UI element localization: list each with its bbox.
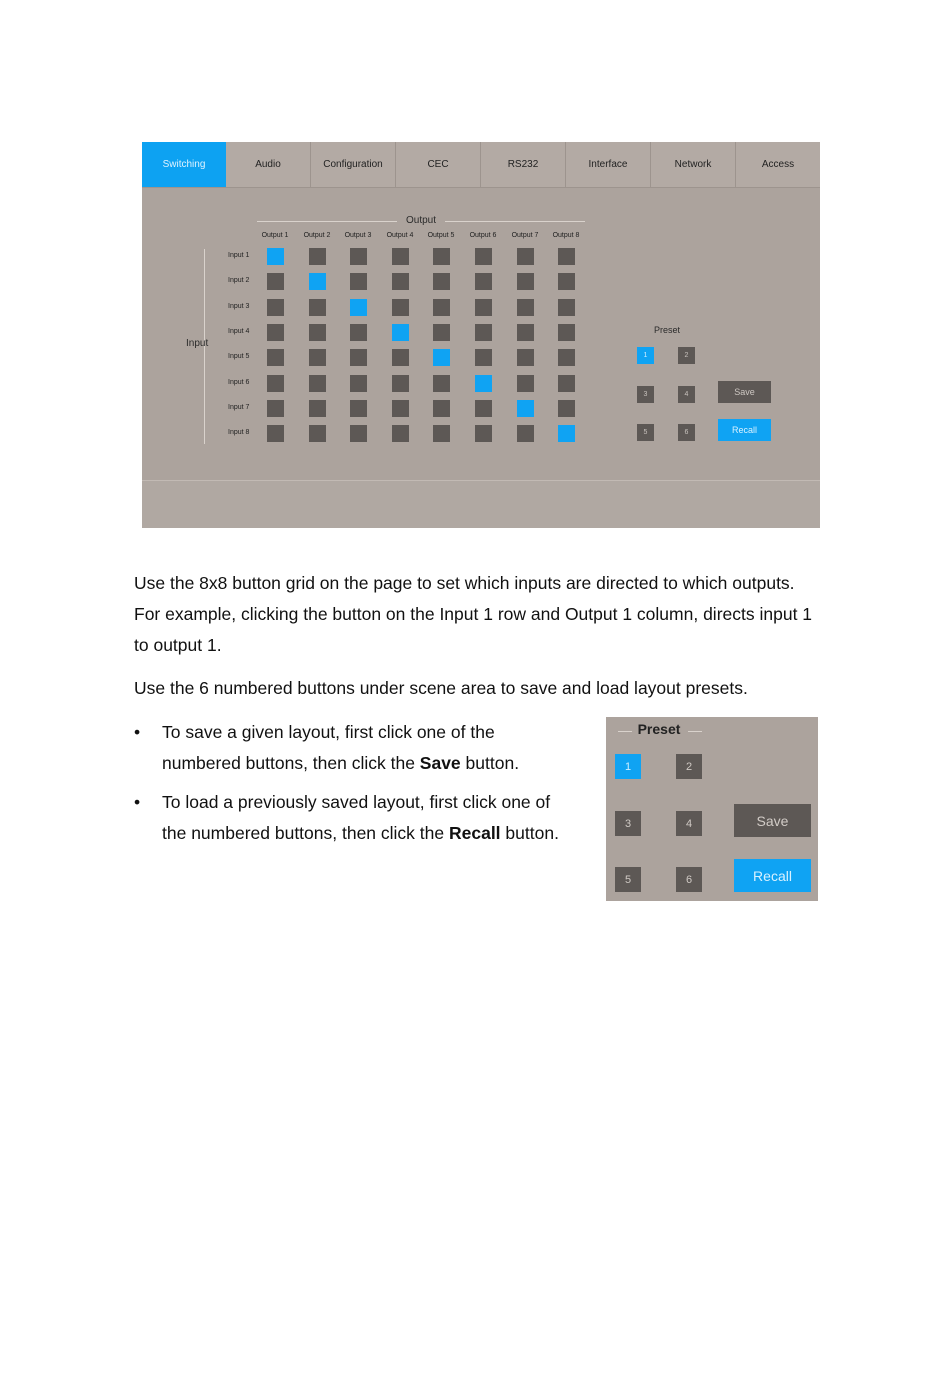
matrix-cell-in1-out3[interactable] (350, 248, 367, 265)
matrix-cell-in2-out3[interactable] (350, 273, 367, 290)
preset-button-1[interactable]: 1 (637, 347, 654, 364)
bullet-marker: • (134, 792, 141, 812)
matrix-cell-in6-out8[interactable] (558, 375, 575, 392)
output-label: Output 6 (469, 232, 497, 239)
matrix-cell-in8-out1[interactable] (267, 425, 284, 442)
matrix-cell-in6-out3[interactable] (350, 375, 367, 392)
recall-button[interactable]: Recall (718, 419, 771, 441)
tab-access[interactable]: Access (761, 159, 795, 170)
output-label: Output 5 (427, 232, 455, 239)
input-label: Input 1 (228, 252, 250, 259)
paragraph-line: Use the 8x8 button grid on the page to set which inputs are directed to which outputs. (134, 573, 795, 593)
matrix-cell-in4-out6[interactable] (475, 324, 492, 341)
preset-zoom-title: Preset (637, 721, 681, 737)
matrix-cell-in1-out4[interactable] (392, 248, 409, 265)
preset-button-5[interactable]: 5 (637, 424, 654, 441)
matrix-cell-in8-out7[interactable] (517, 425, 534, 442)
bullet-marker: • (134, 722, 141, 742)
matrix-cell-in1-out7[interactable] (517, 248, 534, 265)
matrix-cell-in1-out1[interactable] (267, 248, 284, 265)
matrix-cell-in6-out2[interactable] (309, 375, 326, 392)
matrix-cell-in5-out4[interactable] (392, 349, 409, 366)
matrix-cell-in8-out8[interactable] (558, 425, 575, 442)
matrix-cell-in3-out1[interactable] (267, 299, 284, 316)
bullet-line (162, 818, 592, 849)
matrix-cell-in3-out4[interactable] (392, 299, 409, 316)
paragraph-line: to output 1. (134, 635, 222, 655)
matrix-cell-in4-out7[interactable] (517, 324, 534, 341)
matrix-cell-in2-out2[interactable] (309, 273, 326, 290)
output-label: Output 8 (552, 232, 580, 239)
input-label: Input 7 (228, 404, 250, 411)
bullet-bold-save: Save (419, 753, 461, 773)
matrix-cell-in6-out6[interactable] (475, 375, 492, 392)
matrix-cell-in7-out7[interactable] (517, 400, 534, 417)
input-label: Input 3 (228, 303, 250, 310)
preset-zoom-header (606, 721, 712, 737)
matrix-cell-in1-out5[interactable] (433, 248, 450, 265)
matrix-cell-in3-out8[interactable] (558, 299, 575, 316)
matrix-cell-in5-out6[interactable] (475, 349, 492, 366)
matrix-cell-in8-out3[interactable] (350, 425, 367, 442)
switching-ui-screenshot (142, 142, 820, 527)
tab-bar (142, 142, 820, 188)
bullet-text: button. (460, 753, 520, 773)
matrix-cell-in4-out2[interactable] (309, 324, 326, 341)
matrix-cell-in7-out8[interactable] (558, 400, 575, 417)
zoom-preset-button-2[interactable]: 2 (676, 754, 702, 779)
input-label: Input 8 (228, 429, 250, 436)
matrix-cell-in1-out8[interactable] (558, 248, 575, 265)
input-label: Input 2 (228, 277, 250, 284)
zoom-recall-button[interactable]: Recall (734, 859, 811, 892)
matrix-cell-in4-out5[interactable] (433, 324, 450, 341)
bullet-text: the numbered buttons, then click the (162, 823, 449, 843)
matrix-cell-in4-out8[interactable] (558, 324, 575, 341)
instruction-paragraph-1 (134, 568, 834, 661)
matrix-cell-in5-out8[interactable] (558, 349, 575, 366)
matrix-cell-in2-out5[interactable] (433, 273, 450, 290)
preset-button-3[interactable]: 3 (637, 386, 654, 403)
matrix-cell-in7-out5[interactable] (433, 400, 450, 417)
output-label: Output 3 (344, 232, 372, 239)
tab-configuration[interactable]: Configuration (311, 142, 396, 187)
bullet-text: numbered buttons, then click the (162, 753, 420, 773)
tab-audio[interactable]: Audio (226, 142, 311, 187)
matrix-cell-in2-out1[interactable] (267, 273, 284, 290)
matrix-cell-in8-out4[interactable] (392, 425, 409, 442)
matrix-cell-in7-out4[interactable] (392, 400, 409, 417)
input-label: Input 5 (228, 353, 250, 360)
tab-network[interactable]: Network (651, 142, 736, 187)
output-label: Output 1 (261, 232, 289, 239)
bullet-line: To load a previously saved layout, first click one of (162, 792, 551, 812)
input-label: Input 6 (228, 379, 250, 386)
matrix-cell-in8-out5[interactable] (433, 425, 450, 442)
matrix-cell-in3-out3[interactable] (350, 299, 367, 316)
preset-title (632, 325, 702, 337)
matrix-cell-in4-out3[interactable] (350, 324, 367, 341)
matrix-cell-in5-out3[interactable] (350, 349, 367, 366)
bullet-recall (134, 787, 584, 849)
paragraph-line: For example, clicking the button on the Input 1 row and Output 1 column, directs input 1 (134, 604, 813, 624)
tab-switching[interactable]: Switching (142, 142, 226, 187)
matrix-cell-in2-out4[interactable] (392, 273, 409, 290)
matrix-cell-in3-out7[interactable] (517, 299, 534, 316)
matrix-cell-in3-out2[interactable] (309, 299, 326, 316)
matrix-cell-in7-out3[interactable] (350, 400, 367, 417)
matrix-cell-in1-out2[interactable] (309, 248, 326, 265)
output-label: Output 7 (511, 232, 539, 239)
bullet-text: button. (500, 823, 559, 843)
matrix-cell-in7-out1[interactable] (267, 400, 284, 417)
matrix-cell-in6-out4[interactable] (392, 375, 409, 392)
matrix-cell-in1-out6[interactable] (475, 248, 492, 265)
bullet-save (134, 717, 584, 779)
matrix-cell-in5-out1[interactable] (267, 349, 284, 366)
matrix-cell-in6-out5[interactable] (433, 375, 450, 392)
preset-title-text: Preset (653, 325, 680, 335)
output-label: Output 4 (386, 232, 414, 239)
matrix-cell-in5-out2[interactable] (309, 349, 326, 366)
matrix-cell-in2-out8[interactable] (558, 273, 575, 290)
input-title: Input (186, 338, 209, 349)
matrix-cell-in4-out1[interactable] (267, 324, 284, 341)
preset-button-2[interactable]: 2 (678, 347, 695, 364)
preset-button-6[interactable]: 6 (678, 424, 695, 441)
matrix-cell-in2-out6[interactable] (475, 273, 492, 290)
zoom-preset-button-3[interactable]: 3 (615, 811, 641, 836)
tab-rs232[interactable]: RS232 (481, 142, 566, 187)
matrix-cell-in5-out7[interactable] (517, 349, 534, 366)
zoom-preset-button-1[interactable]: 1 (615, 754, 641, 779)
zoom-preset-button-6[interactable]: 6 (676, 867, 702, 892)
matrix-cell-in8-out2[interactable] (309, 425, 326, 442)
matrix-cell-in7-out6[interactable] (475, 400, 492, 417)
matrix-cell-in8-out6[interactable] (475, 425, 492, 442)
tab-interface[interactable]: Interface (566, 142, 651, 187)
matrix-cell-in6-out7[interactable] (517, 375, 534, 392)
save-button[interactable]: Save (718, 381, 771, 403)
matrix-cell-in3-out6[interactable] (475, 299, 492, 316)
matrix-cell-in5-out5[interactable] (433, 349, 450, 366)
output-label: Output 2 (303, 232, 331, 239)
zoom-save-button[interactable]: Save (734, 804, 811, 837)
output-header (257, 215, 585, 227)
preset-button-4[interactable]: 4 (678, 386, 695, 403)
bullet-line (162, 748, 592, 779)
zoom-preset-button-4[interactable]: 4 (676, 811, 702, 836)
instruction-paragraph-2: Use the 6 numbered buttons under scene area to save and load layout presets. (134, 678, 748, 698)
tab-cec[interactable]: CEC (396, 142, 481, 187)
input-label: Input 4 (228, 328, 250, 335)
ui-footer-bar (142, 480, 820, 528)
output-title: Output (402, 215, 440, 226)
bullet-bold-recall: Recall (448, 823, 501, 843)
matrix-cell-in7-out2[interactable] (309, 400, 326, 417)
matrix-cell-in6-out1[interactable] (267, 375, 284, 392)
zoom-preset-button-5[interactable]: 5 (615, 867, 641, 892)
preset-zoom-screenshot (606, 717, 818, 901)
matrix-cell-in2-out7[interactable] (517, 273, 534, 290)
matrix-cell-in4-out4[interactable] (392, 324, 409, 341)
bullet-line: To save a given layout, first click one of the (162, 722, 495, 742)
matrix-cell-in3-out5[interactable] (433, 299, 450, 316)
